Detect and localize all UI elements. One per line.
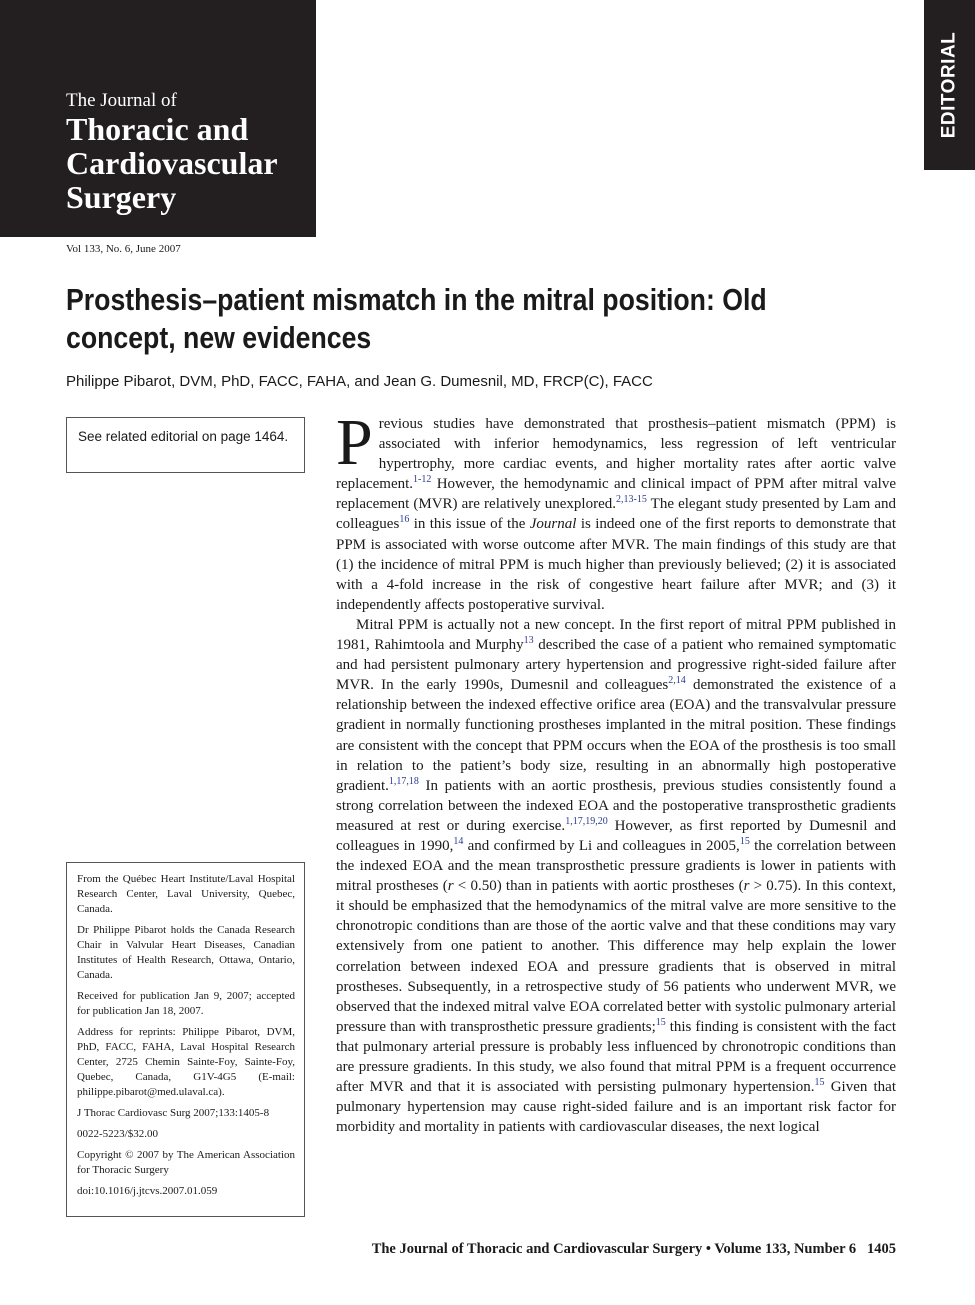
journal-masthead	[0, 0, 316, 237]
reference-link[interactable]: 15	[739, 835, 750, 847]
reference-link[interactable]: 15	[655, 1016, 666, 1028]
affiliations-box	[66, 862, 305, 1217]
body-paragraph: Mitral PPM is actually not a new concept. In the first report of mitral PPM published in 1981, Rahimtoola and Murphy$^{13}$ described the case of a patient who remained symptomatic and had persistent pulmonary artery hypertension and progressive right-sided failure after MVR. In the early 1990s, Dumesnil and colleagues$^{2,14}$ demonstrated the existence of a relationship between the indexed effective orifice area (EOA) and the transvalvular pressure gradient in normally functioning prostheses implanted in the mitral position. These findings are consistent with the concept that PPM occurs when the EOA of the prosthesis is too small in relation to the patient’s body size, resulting in an abnormally high postoperative gradient.$^{1,17,18}$ In patients with an aortic prosthesis, previous studies consistently found a strong correlation between the indexed EOA and the postoperative transprosthetic gradients measured at rest or during exercise.$^{1,17,19,20}$ However, as first reported by Dumesnil and colleagues in 1990,14 and confirmed by Li and colleagues in 2005,15 the correlation between the indexed EOA and the mean transprosthetic pressure gradients is lower in patients with mitral prostheses (r < 0.50) than in patients with aortic prostheses (r > 0.75). In this context, it should be emphasized that the hemodynamics of the mitral valve are more sensitive to the chronotropic conditions than are those of the aortic valve and that these conditions may vary extensively from one patient to another. This difference may help explain the lower correlation between indexed EOA and pressure gradients that is observed in mitral prostheses. Subsequently, in a retrospective study of 56 patients who underwent MVR, we observed that the indexed mitral valve EOA correlated better with systolic pulmonary arterial pressure than with transprosthetic pressure gradients;$^{15}$ this finding is consistent with the fact that pulmonary arterial pressure is probably less influenced by chronotropic conditions than are pressure gradients. In this study, we also found that mitral PPM is a frequent occurrence after MVR and that it is associated with persisting pulmonary hypertension.$^{15}$ Given that pulmonary hypertension may cause right-sided failure and is an important risk factor for morbidity and mortality in patients with cardiovascular diseases, the next logical	[336, 616, 896, 1136]
reference-link[interactable]: 2,14	[668, 675, 686, 687]
page-footer	[336, 1241, 896, 1258]
article-body	[336, 414, 896, 1222]
journal-name-line: Surgery	[66, 179, 177, 215]
citation-line: J Thorac Cardiovasc Surg 2007;133:1405-8	[77, 1107, 270, 1119]
reference-link[interactable]: 13	[523, 635, 534, 647]
issn-line: 0022-5223/$32.00	[77, 1128, 158, 1140]
journal-name-line: Cardiovascular	[66, 145, 278, 181]
copyright-line: Copyright © 2007 by The American Association for Thoracic Surgery	[77, 1149, 295, 1176]
issue-line: Vol 133, No. 6, June 2007	[66, 243, 181, 255]
doi-line: doi:10.1016/j.jtcvs.2007.01.059	[77, 1185, 218, 1197]
affiliation-item: Received for publication Jan 9, 2007; accepted for publication Jan 18, 2007.	[77, 990, 295, 1017]
drop-cap: P	[336, 414, 373, 479]
related-editorial-box: See related editorial on page 1464.	[66, 417, 305, 473]
reference-link[interactable]: 14	[453, 835, 464, 847]
footer-journal: The Journal of Thoracic and Cardiovascular Surgery	[371, 1241, 703, 1257]
body-paragraph: Previous studies have demonstrated that prosthesis–patient mismatch (PPM) is associated with inferior hemodynamics, less regression of left ventricular hypertrophy, more cardiac events, and higher mortality rates after aortic valve replacement.$^{1-12}$ However, the hemodynamic and clinical impact of PPM after mitral valve replacement (MVR) are relatively unexplored.$^{2,13-15}$ The elegant study presented by Lam and colleagues$^{16}$ in this issue of the Journal is indeed one of the first reports to demonstrate that PPM is associated with worse outcome after MVR. The main findings of this study are that (1) the incidence of mitral PPM is much higher than previously believed; (2) it is associated with a 4-fold increase in the risk of congestive heart failure after MVR; and (3) it independently affects postoperative survival.	[336, 414, 896, 613]
section-tab	[924, 0, 975, 170]
reference-link[interactable]: 1,17,19,20	[565, 815, 608, 827]
footer-bullet: •	[705, 1241, 711, 1257]
footer-volume: Volume 133, Number 6	[714, 1241, 857, 1257]
reference-link[interactable]: 2,13-15	[616, 494, 647, 506]
journal-name	[66, 112, 278, 214]
reference-link[interactable]: 16	[399, 514, 410, 526]
journal-name-line: Thoracic and	[66, 111, 249, 147]
section-tab-label: EDITORIAL	[938, 31, 960, 139]
reference-link[interactable]: 15	[814, 1077, 825, 1089]
page-number: 1405	[867, 1241, 896, 1257]
article-title: Prosthesis–patient mismatch in the mitral position: Old concept, new evidences	[66, 282, 767, 355]
reference-link[interactable]: 1,17,18	[388, 775, 419, 787]
affiliation-item: Address for reprints: Philippe Pibarot, DVM, PhD, FACC, FAHA, Laval Hospital Research Center, 2725 Chemin Sainte-Foy, Sainte-Foy, Quebec, Canada, G1V-4G5 (E-mail: philippe.pibarot@med.ulaval.ca).	[77, 1026, 295, 1098]
affiliation-item: Dr Philippe Pibarot holds the Canada Research Chair in Valvular Heart Diseases, Canadian Institutes of Health Research, Ottawa, Ontario, Canada.	[77, 924, 295, 981]
reference-link[interactable]: 1-12	[413, 474, 432, 486]
article-authors: Philippe Pibarot, DVM, PhD, FACC, FAHA, and Jean G. Dumesnil, MD, FRCP(C), FACC	[66, 373, 653, 390]
journal-name-prefix: The Journal of	[66, 90, 177, 111]
affiliation-item: From the Québec Heart Institute/Laval Hospital Research Center, Laval University, Quebec, Canada.	[77, 873, 295, 915]
